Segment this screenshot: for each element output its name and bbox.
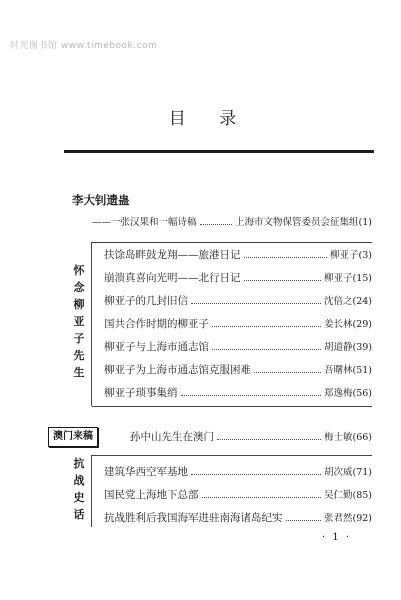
dot-leader xyxy=(217,430,321,440)
entry-title: 国民党上海地下总部 xyxy=(104,489,199,501)
entry-page: (51) xyxy=(352,365,372,376)
title-rule xyxy=(64,150,374,153)
entry-page: (15) xyxy=(352,273,372,284)
toc-entry[interactable] xyxy=(104,340,372,354)
toc-entry[interactable] xyxy=(104,271,372,285)
entry-author: 张君然 xyxy=(323,513,353,524)
dot-leader xyxy=(191,294,321,304)
entry-page: (24) xyxy=(352,296,372,307)
dot-leader xyxy=(244,271,321,281)
entry-title: 孙中山先生在澳门 xyxy=(130,431,214,443)
dot-leader xyxy=(191,465,321,475)
entry-author: 胡次威 xyxy=(323,467,353,478)
entry-page: (85) xyxy=(352,490,372,501)
group-side-rule xyxy=(91,242,92,406)
toc-entry[interactable] xyxy=(104,386,372,400)
dot-leader xyxy=(202,488,321,498)
entry-title: 扶馀岛畔鼓龙翔——旅港日记 xyxy=(104,249,241,261)
entry-title: 柳亚子与上海市通志馆 xyxy=(104,341,209,353)
toc-entry[interactable] xyxy=(104,363,372,377)
entry-author: 柳亚子 xyxy=(330,250,359,261)
group-label-war-history: 抗战史话 xyxy=(73,457,85,521)
toc-entry[interactable] xyxy=(104,511,372,525)
entry-page: (3) xyxy=(358,250,372,261)
entry-page: (92) xyxy=(352,513,372,524)
entry-page: (66) xyxy=(352,432,372,443)
dot-leader xyxy=(286,511,321,521)
entry-page: (56) xyxy=(352,388,372,399)
entry-title: 国共合作时期的柳亚子 xyxy=(104,318,209,330)
entry-author: 沈倍之 xyxy=(323,296,353,307)
entry-author: 胡道静 xyxy=(323,342,353,353)
section-heading-li-dazhao: 李大钊遗蛊 xyxy=(72,193,130,207)
entry-page: (71) xyxy=(352,467,372,478)
toc-entry[interactable] xyxy=(104,248,372,262)
entry-author: 吾曙林 xyxy=(323,365,353,376)
dot-leader xyxy=(254,363,321,373)
group-label-liu-yazi: 怀念柳亚子先生 xyxy=(73,264,85,379)
entry-author: 姜长林 xyxy=(323,319,353,330)
dot-leader xyxy=(212,340,321,350)
watermark: 时光图书馆 www.timebook.com xyxy=(10,41,158,51)
toc-entry[interactable] xyxy=(104,488,372,502)
dot-leader xyxy=(200,215,233,225)
toc-entry[interactable] xyxy=(104,465,372,479)
section-label-macau: 澳门来稿 xyxy=(48,427,98,447)
entry-page: (1) xyxy=(358,217,372,228)
group-bottom-rule xyxy=(92,406,372,407)
entry-page: (29) xyxy=(352,319,372,330)
dot-leader xyxy=(212,317,321,327)
entry-title: 柳亚子琐事集绡 xyxy=(104,387,178,399)
entry-title: 柳亚子为上海市通志馆克服困难 xyxy=(104,364,251,376)
entry-title: 柳亚子的几封旧信 xyxy=(104,295,188,307)
entry-title: 抗战胜利后我国海军进驻南海诸岛纪实 xyxy=(104,512,283,524)
toc-entry-section1[interactable] xyxy=(92,215,372,229)
entry-title: 建筑华西空军基地 xyxy=(104,466,188,478)
dot-leader xyxy=(181,386,321,396)
group-top-rule xyxy=(92,455,372,456)
toc-entry-macau[interactable] xyxy=(130,430,372,444)
entry-title: ——一张汉果和一幅诗稿 xyxy=(92,217,197,228)
group-side-rule xyxy=(91,455,92,527)
entry-author: 上海市文物保管委员会征集组 xyxy=(235,217,359,228)
group-top-rule xyxy=(92,242,372,243)
entry-author: 郑逸梅 xyxy=(323,388,353,399)
dot-leader xyxy=(244,248,328,258)
entry-page: (39) xyxy=(352,342,372,353)
entry-author: 吴仁勤 xyxy=(323,490,353,501)
entry-author: 柳亚子 xyxy=(323,273,353,284)
entry-author: 梅士敏 xyxy=(323,432,353,443)
toc-entry[interactable] xyxy=(104,294,372,308)
page-number: · 1 · xyxy=(322,532,352,543)
page-title: 目 录 xyxy=(168,109,251,129)
entry-title: 崩溃真喜向光明——北行日记 xyxy=(104,272,241,284)
toc-entry[interactable] xyxy=(104,317,372,331)
